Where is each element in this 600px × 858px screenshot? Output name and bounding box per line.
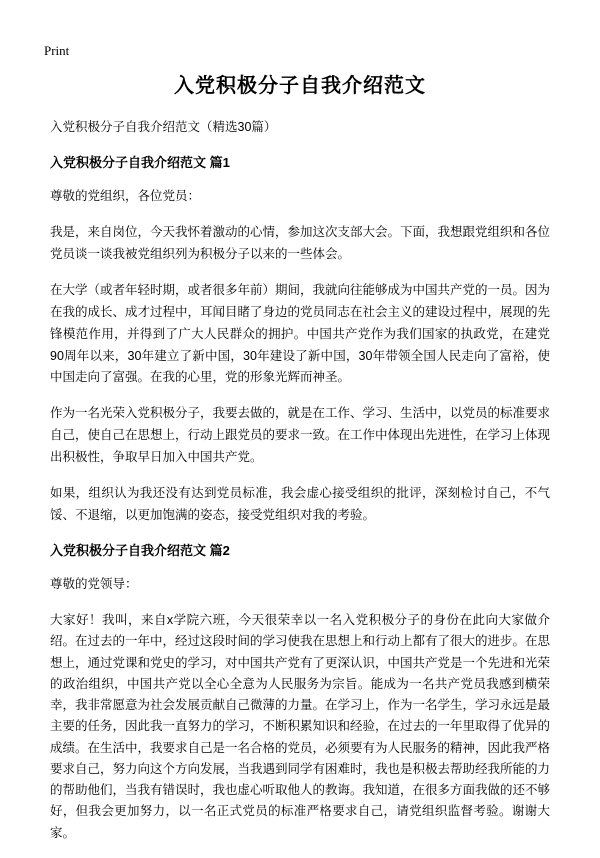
document-body <box>50 72 550 858</box>
print-button[interactable]: Print <box>44 43 70 58</box>
paragraph: 尊敬的党领导： <box>50 577 138 592</box>
page-title: 入党积极分子自我介绍范文 <box>174 75 426 97</box>
paragraph: 如果，组织认为我还没有达到党员标准，我会虚心接受组织的批评，深刻检讨自己，不气馁、不退缩，以更加饱满的姿态，接受党组织对我的考验。 <box>50 485 550 522</box>
paragraph: 我是，来自岗位，今天我怀着激动的心情，参加这次支部大会。下面，我想跟党组织和各位党员谈一谈我被党组织列为积极分子以来的一些体会。 <box>50 225 551 261</box>
document-subtitle: 入党积极分子自我介绍范文（精选30篇） <box>50 120 277 134</box>
section-heading-2: 入党积极分子自我介绍范文 篇2 <box>50 542 230 558</box>
paragraph: 大家好！我叫，来自x学院六班，今天很荣幸以一名入党积极分子的身份在此向大家做介绍。在过去的一年中，经过这段时间的学习使我在思想上和行动上都有了很大的进步。在思想上，通过党课和党史的学习，对中国共产党有了更深认识，中国共产党是一个先进和光荣的政治组织，中国共产党以全心全意为人民服务为宗旨。能成为一名共产党员我感到横荣幸，我非常愿意为社会发展贡献自己微薄的力量。在学习上，作为一名学生，学习永远是最主要的任务，因此我一直努力的学习，不断积累知识和经验，在过去的一年里取得了优异的成绩。在生活中，我要求自己是一名合格的党员，必须要有为人民服务的精神，因此我严格要求自己，努力向这个方向发展，当我遇到同学有困难时，我也是积极去帮助经我所能的力的帮助他们，当我有错误时，我也虚心听取他人的教诲。我知道，在很多方面我做的还不够好，但我会更加努力，以一名正式党员的标准严格要求自己，请党组织监督考验。谢谢大家。 <box>50 613 551 840</box>
paragraph: 作为一名光荣入党积极分子，我要去做的，就是在工作、学习、生活中，以党员的标准要求自己，使自己在思想上，行动上跟党员的要求一致。在工作中体现出先进性，在学习上体现出积极性，争取早日加入中国共产党。 <box>50 406 551 464</box>
paragraph: 尊敬的党组织，各位党员： <box>50 189 201 204</box>
paragraph: 在大学（或者年轻时期，或者很多年前）期间，我就向往能够成为中国共产党的一员。因为在我的成长、成才过程中，耳闻目睹了身边的党员同志在社会主义的建设过程中，展现的先锋模范作用，并得到了广大人民群众的拥护。中国共产党作为我们国家的执政党，在建党90周年以来，30年建立了新中国，30年建设了新中国，30年带领全国人民走向了富裕，使中国走向了富强。在我的心里，党的形象光辉而神圣。 <box>50 282 551 385</box>
section-heading-1: 入党积极分子自我介绍范文 篇1 <box>50 154 230 170</box>
